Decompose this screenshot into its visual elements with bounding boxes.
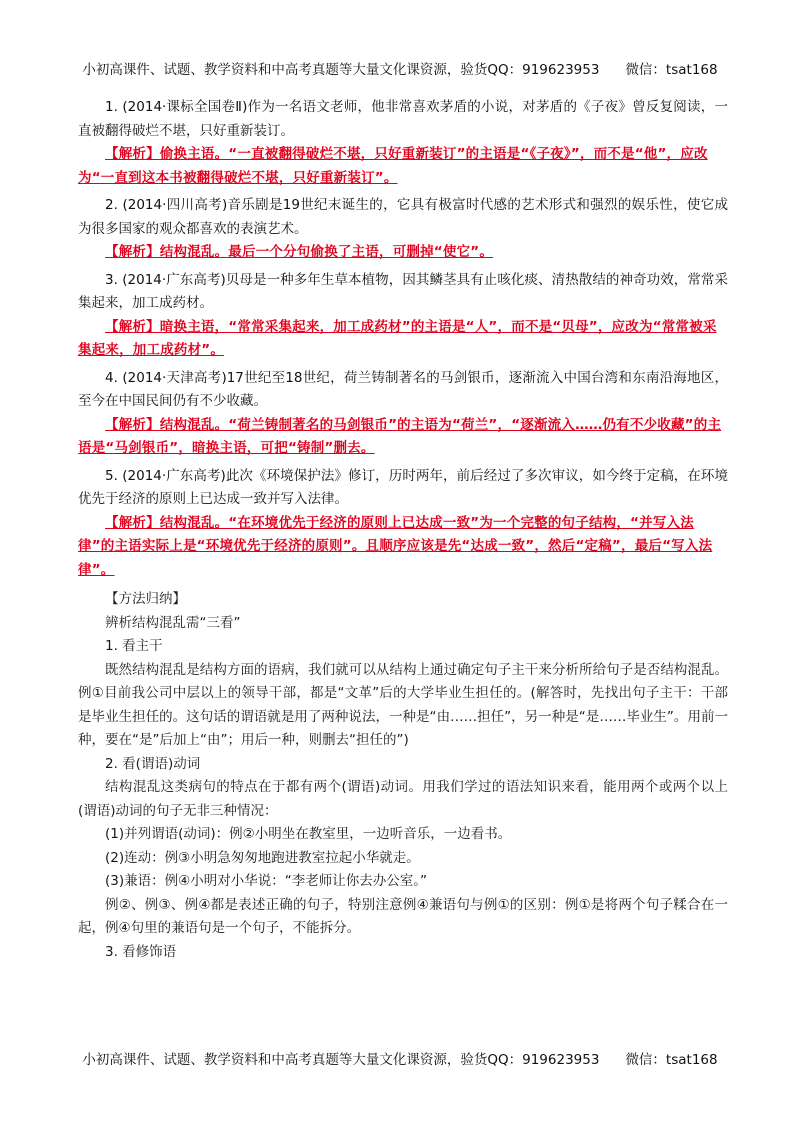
analysis-tag: 【解析】 <box>105 416 160 433</box>
method-heading: 【方法归纳】 <box>105 591 186 607</box>
section-2-list-item: (1)并列谓语(动词)：例②小明坐在教室里，一边听音乐，一边看书。 <box>105 826 512 842</box>
footer-wechat: 微信：tsat168 <box>625 1052 718 1068</box>
section-2-body: 结构混乱这类病句的特点在于都有两个(谓语)动词。用我们学过的语法知识来看，能用两个或两个以上(谓语)动词的句子无非三种情况： <box>78 779 728 819</box>
question-1: 1. (2014·课标全国卷Ⅱ)作为一名语文老师，他非常喜欢茅盾的小说，对茅盾的《子夜》曾反复阅读，一直被翻得破烂不堪，只好重新装订。 <box>78 99 728 139</box>
analysis-4 <box>78 414 728 461</box>
analysis-3 <box>78 316 728 363</box>
question-3: 3. (2014·广东高考)贝母是一种多年生草本植物，因其鳞茎具有止咳化痰、清热散结的神奇功效，常常采集起来，加工成药材。 <box>78 271 728 311</box>
analysis-text: 偷换主语。“一直被翻得破烂不堪，只好重新装订”的主语是“《子夜》”，而不是“他”，应改为“一直到这本书被翻得破烂不堪，只好重新装订”。 <box>78 146 708 186</box>
section-1-title: 1. 看主干 <box>105 638 163 654</box>
analysis-text: 暗换主语，“常常采集起来，加工成药材”的主语是“人”，而不是“贝母”，应改为“常常被采集起来，加工成药材”。 <box>78 318 717 358</box>
analysis-tag: 【解析】 <box>105 514 160 531</box>
question-2: 2. (2014·四川高考)音乐剧是19世纪末诞生的，它具有极富时代感的艺术形式和强烈的娱乐性，使它成为很多国家的观众都喜欢的表演艺术。 <box>78 197 728 237</box>
page-footer <box>0 1048 800 1068</box>
analysis-1 <box>78 143 728 190</box>
question-5: 5. (2014·广东高考)此次《环境保护法》修订，历时两年，前后经过了多次审议，如今终于定稿，在环境优先于经济的原则上已达成一致并写入法律。 <box>78 467 728 507</box>
section-2-list-item: (3)兼语：例④小明对小华说：“李老师让你去办公室。” <box>105 873 427 889</box>
section-3-title: 3. 看修饰语 <box>105 943 177 960</box>
section-2-conclusion: 例②、例③、例④都是表述正确的句子，特别注意例④兼语句与例①的区别：例①是将两个句子糅合在一起，例④句里的兼语句是一个句子，不能拆分。 <box>78 896 728 936</box>
analysis-tag: 【解析】 <box>105 146 160 162</box>
header-text: 小初高课件、试题、教学资料和中高考真题等大量文化课资源，验货QQ：919623953 <box>82 62 600 78</box>
analysis-tag: 【解析】 <box>105 318 160 335</box>
analysis-2 <box>78 241 728 265</box>
analysis-5 <box>78 512 728 583</box>
section-2-list-item: (2)连动：例③小明急匆匆地跑进教室拉起小华就走。 <box>105 849 420 866</box>
question-4: 4. (2014·天津高考)17世纪至18世纪，荷兰铸制著名的马剑银币，逐渐流入中国台湾和东南沿海地区，至今在中国民间仍有不少收藏。 <box>78 369 728 409</box>
footer-text: 小初高课件、试题、教学资料和中高考真题等大量文化课资源，验货QQ：919623953 <box>82 1052 600 1068</box>
page-header <box>0 58 800 78</box>
method-subheading: 辨析结构混乱需“三看” <box>105 614 241 631</box>
document-body <box>78 96 728 964</box>
analysis-tag: 【解析】 <box>105 244 160 260</box>
analysis-text: 结构混乱。“在环境优先于经济的原则上已达成一致”为一个完整的句子结构，“并写入法律”的主语实际上是“环境优先于经济的原则”。且顺序应该是先“达成一致”，然后“定稿”，最后“写入法律”。 <box>78 514 713 578</box>
section-2-title: 2. 看(谓语)动词 <box>105 755 201 772</box>
analysis-text: 结构混乱。“荷兰铸制著名的马剑银币”的主语为“荷兰”，“逐渐流入……仍有不少收藏”的主语是“马剑银币”，暗换主语，可把“铸制”删去。 <box>78 416 722 456</box>
analysis-text: 结构混乱。最后一个分句偷换了主语，可删掉“使它”。 <box>159 244 494 260</box>
section-1-body: 既然结构混乱是结构方面的语病，我们就可以从结构上通过确定句子主干来分析所给句子是否结构混乱。例①目前我公司中层以上的领导干部，都是“文革”后的大学毕业生担任的。(解答时，先找出句子主干：干部是毕业生担任的。这句话的谓语就是用了两种说法，一种是“由……担任”，另一种是“是……毕业生”。用前一种，要在“是”后加上“由”；用后一种，则删去“担任的”) <box>78 661 728 748</box>
header-wechat: 微信：tsat168 <box>625 62 718 78</box>
